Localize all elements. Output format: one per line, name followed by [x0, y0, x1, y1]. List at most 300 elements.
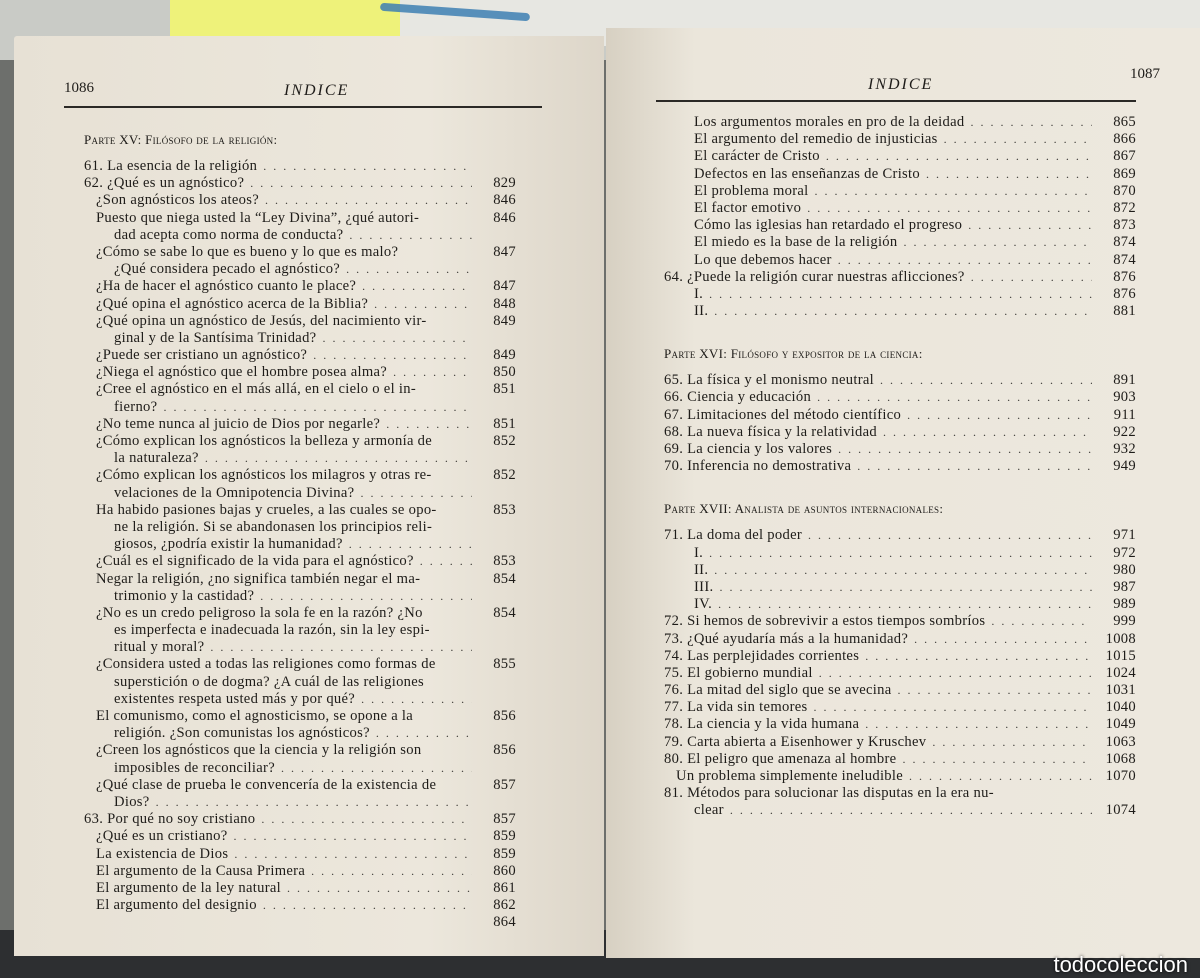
dot-leader — [234, 828, 472, 845]
dot-leader — [907, 407, 1092, 424]
toc-entry-page: 980 — [1113, 561, 1136, 578]
toc-entry-title: II. — [694, 303, 709, 320]
watermark: todocoleccion — [1053, 952, 1188, 977]
toc-entry-page: 846 — [493, 192, 516, 209]
toc-entry — [84, 725, 516, 742]
toc-entry — [84, 846, 516, 863]
left-page — [14, 36, 604, 956]
toc-entry-title: ¿Qué opina el agnóstico acerca de la Biblia? — [96, 295, 369, 312]
toc-entry — [84, 794, 516, 811]
dot-leader — [263, 158, 472, 175]
toc-entry — [664, 527, 1136, 544]
toc-entry — [664, 734, 1136, 751]
toc-entry-page: 1074 — [1105, 802, 1136, 819]
dot-leader — [826, 148, 1092, 165]
toc-entry — [84, 485, 516, 502]
toc-entry-page: 1040 — [1105, 699, 1136, 716]
sticky-note — [170, 0, 400, 40]
toc-entry-title: ¿Considera usted a todas las religiones como formas de — [96, 656, 436, 673]
toc-entry — [664, 200, 1136, 217]
toc-entry — [664, 751, 1136, 768]
toc-entry-page: 932 — [1113, 441, 1136, 457]
toc-entry-page: 859 — [493, 828, 516, 845]
toc-entry-page: 881 — [1113, 303, 1136, 320]
toc-entry-page: 853 — [493, 553, 516, 570]
toc-entry — [84, 863, 516, 880]
section-heading-xvi: Parte XVI: Filósofo y expositor de la ciencia: — [664, 346, 923, 362]
right-header-rule — [656, 100, 1136, 102]
toc-entry-page: 1015 — [1105, 647, 1136, 664]
toc-entry-title: 61. La esencia de la religión — [84, 158, 258, 174]
right-page — [606, 28, 1200, 958]
toc-entry — [84, 777, 516, 794]
toc-entry-page: 851 — [493, 381, 516, 398]
toc-entry-title: imposibles de reconciliar? — [114, 759, 275, 776]
toc-entry — [84, 760, 516, 777]
dot-leader — [281, 760, 472, 777]
toc-entry-title: El comunismo, como el agnosticismo, se opone a la — [96, 708, 414, 724]
toc-entry-page: 850 — [493, 364, 516, 381]
toc-entry-page: 867 — [1113, 148, 1136, 165]
toc-entry-title: la naturaleza? — [114, 450, 199, 467]
dot-leader — [902, 751, 1092, 768]
dot-leader — [909, 768, 1092, 785]
toc-entry-page: 874 — [1113, 234, 1136, 251]
dot-leader — [971, 269, 1092, 286]
toc-entry — [84, 656, 516, 673]
toc-entry-title: velaciones de la Omnipotencia Divina? — [114, 484, 355, 501]
toc-entry-page: 865 — [1113, 114, 1136, 130]
toc-entry-title: Ha habido pasiones bajas y crueles, a las cuales se opo- — [96, 501, 437, 518]
toc-entry — [664, 441, 1136, 458]
toc-entry-page: 873 — [1113, 217, 1136, 234]
dot-leader — [349, 227, 472, 244]
dot-leader — [898, 682, 1092, 699]
toc-entry-page: 1008 — [1105, 630, 1136, 647]
toc-entry — [84, 708, 516, 725]
toc-entry-page: 876 — [1113, 285, 1136, 302]
toc-entry-title: ¿Cómo se sabe lo que es bueno y lo que es malo? — [96, 243, 399, 260]
toc-entry-page: 1063 — [1105, 733, 1136, 750]
toc-entry — [84, 433, 516, 450]
toc-entry-title: ¿Cree el agnóstico en el más allá, en el cielo o el in- — [96, 381, 417, 398]
toc-entry — [664, 234, 1136, 251]
dot-leader — [838, 252, 1092, 269]
dot-leader — [210, 639, 472, 656]
dot-leader — [205, 450, 472, 467]
toc-entry — [84, 639, 516, 656]
toc-entry-page: 857 — [493, 776, 516, 793]
toc-entry-title: ritual y moral? — [114, 639, 205, 656]
toc-entry — [664, 458, 1136, 475]
toc-entry-title: El argumento del designio — [96, 897, 257, 914]
dot-leader — [311, 863, 472, 880]
toc-entry-page: 854 — [493, 570, 516, 587]
toc-entry-title: clear — [694, 802, 724, 819]
dot-leader — [263, 897, 472, 914]
toc-entry-title: 76. La mitad del siglo que se avecina — [664, 682, 892, 699]
toc-entry — [664, 665, 1136, 682]
dot-leader — [709, 545, 1092, 562]
toc-entry-title: El argumento de la ley natural — [96, 879, 282, 896]
dot-leader — [991, 613, 1092, 630]
toc-entry — [664, 389, 1136, 406]
dot-leader — [944, 131, 1092, 148]
dot-leader — [719, 579, 1092, 596]
toc-entry-page: 849 — [493, 312, 516, 329]
toc-entry — [84, 210, 516, 227]
toc-entry-title: III. — [694, 578, 714, 595]
right-toc — [664, 114, 1136, 820]
dot-leader — [926, 166, 1092, 183]
toc-entry-page: 922 — [1113, 423, 1136, 440]
dot-leader — [813, 699, 1092, 716]
dot-leader — [714, 303, 1092, 320]
toc-entry — [84, 347, 516, 364]
dot-leader — [807, 200, 1092, 217]
toc-entry — [664, 648, 1136, 665]
dot-leader — [360, 485, 472, 502]
toc-entry-title: 77. La vida sin temores — [664, 699, 808, 716]
toc-entry-title: II. — [694, 561, 709, 578]
toc-entry-page: 853 — [493, 501, 516, 518]
toc-entry-title: religión. ¿Son comunistas los agnósticos? — [114, 725, 370, 742]
toc-entry — [664, 613, 1136, 630]
dot-leader — [156, 794, 472, 811]
dot-leader — [709, 286, 1092, 303]
dot-leader — [865, 716, 1092, 733]
dot-leader — [374, 296, 472, 313]
toc-entry-title: 73. ¿Qué ayudaría más a la humanidad? — [664, 630, 909, 647]
toc-entry-title: 66. Ciencia y educación — [664, 389, 812, 406]
dot-leader — [838, 441, 1092, 458]
toc-entry-page: 864 — [493, 914, 516, 931]
toc-entry-page: 1068 — [1105, 750, 1136, 767]
toc-entry — [84, 313, 516, 330]
toc-entry-page: 851 — [493, 415, 516, 432]
toc-entry-page: 1049 — [1105, 716, 1136, 733]
toc-entry-title: 79. Carta abierta a Eisenhower y Kruschev — [664, 733, 927, 750]
section-heading-xv: Parte XV: Filósofo de la religión: — [84, 132, 278, 147]
toc-entry — [84, 691, 516, 708]
toc-entry — [664, 785, 1136, 802]
toc-entry — [664, 579, 1136, 596]
toc-entry-title: 62. ¿Qué es un agnóstico? — [84, 175, 245, 192]
toc-entry-page: 846 — [493, 209, 516, 226]
dot-leader — [250, 175, 472, 192]
toc-entry-title: El miedo es la base de la religión — [694, 234, 898, 251]
toc-entry — [84, 158, 516, 175]
dot-leader — [362, 278, 472, 295]
toc-entry — [84, 571, 516, 588]
dot-leader — [361, 691, 472, 708]
toc-entry — [664, 131, 1136, 148]
toc-entry — [664, 768, 1136, 785]
toc-entry-page: 876 — [1113, 268, 1136, 285]
toc-entry — [84, 622, 516, 639]
dot-leader — [817, 389, 1092, 406]
toc-entry-page: 1024 — [1105, 664, 1136, 681]
toc-entry — [664, 252, 1136, 269]
dot-leader — [346, 261, 472, 278]
dot-leader — [883, 424, 1092, 441]
toc-entry-page: 848 — [493, 295, 516, 312]
toc-entry-title: Puesto que niega usted la “Ley Divina”, ¿qué autori- — [96, 209, 420, 226]
toc-entry-page: 856 — [493, 742, 516, 759]
toc-entry-title: Negar la religión, ¿no significa también negar el ma- — [96, 570, 421, 587]
toc-entry-title: ¿Cómo explican los agnósticos la belleza y armonía de — [96, 433, 433, 449]
toc-entry-title: 65. La física y el monismo neutral — [664, 372, 875, 389]
toc-entry — [84, 467, 516, 484]
toc-entry-title: ¿Niega el agnóstico que el hombre posea alma? — [96, 364, 388, 381]
toc-entry-title: fierno? — [114, 398, 158, 415]
toc-entry-page: 987 — [1113, 578, 1136, 595]
toc-entry-title: 71. La doma del poder — [664, 527, 803, 544]
toc-entry-title: 70. Inferencia no demostrativa — [664, 458, 852, 475]
section-heading-xvii: Parte XVII: Analista de asuntos internacionales: — [664, 501, 944, 517]
toc-entry-title: I. — [694, 544, 704, 561]
toc-entry-page: 971 — [1113, 527, 1136, 544]
toc-entry-page: 1031 — [1105, 682, 1136, 699]
left-page-title: INDICE — [284, 82, 350, 99]
toc-entry — [664, 424, 1136, 441]
toc-entry-title: ¿Puede ser cristiano un agnóstico? — [96, 347, 308, 364]
toc-entry-title: Defectos en las enseñanzas de Cristo — [694, 165, 920, 182]
toc-entry — [664, 269, 1136, 286]
toc-entry-title: ¿Cómo explican los agnósticos los milagros y otras re- — [96, 467, 432, 484]
dot-leader — [865, 648, 1092, 665]
toc-entry — [84, 588, 516, 605]
toc-entry-title: ¿Qué considera pecado el agnóstico? — [114, 261, 341, 278]
right-page-title: INDICE — [868, 76, 934, 93]
toc-entry-title: 63. Por qué no soy cristiano — [84, 811, 256, 828]
toc-entry-page: 852 — [493, 433, 516, 449]
toc-entry-page: 911 — [1113, 406, 1136, 423]
toc-entry — [84, 175, 516, 192]
dot-leader — [914, 631, 1092, 648]
toc-entry — [664, 802, 1136, 819]
toc-entry-title: El argumento de la Causa Primera — [96, 862, 306, 879]
toc-entry-title: 64. ¿Puede la religión curar nuestras aflicciones? — [664, 268, 965, 285]
toc-entry-title: existentes respeta usted más y por qué? — [114, 690, 356, 707]
toc-entry-title: ne la religión. Si se abandonasen los principios reli- — [114, 518, 433, 535]
toc-entry — [664, 407, 1136, 424]
toc-entry-page: 847 — [493, 243, 516, 260]
toc-entry — [84, 742, 516, 759]
toc-entry — [664, 631, 1136, 648]
section-xvii-list — [664, 527, 1136, 819]
toc-entry — [84, 880, 516, 897]
toc-entry-page: 866 — [1113, 131, 1136, 148]
toc-entry — [664, 562, 1136, 579]
toc-entry-title: 75. El gobierno mundial — [664, 664, 813, 681]
toc-entry — [84, 828, 516, 845]
toc-entry-page: 854 — [493, 604, 516, 621]
toc-entry-page: 972 — [1113, 544, 1136, 561]
toc-entry — [664, 148, 1136, 165]
toc-entry — [664, 682, 1136, 699]
toc-entry — [84, 381, 516, 398]
toc-entry-title: 80. El peligro que amenaza al hombre — [664, 750, 897, 767]
toc-entry-title: ¿No es un credo peligroso la sola fe en la razón? ¿No — [96, 604, 423, 621]
toc-entry-title: 81. Métodos para solucionar las disputas en la era nu- — [664, 785, 994, 802]
toc-entry-title: dad acepta como norma de conducta? — [114, 226, 344, 243]
dot-leader — [808, 527, 1092, 544]
toc-entry-page: 989 — [1113, 596, 1136, 613]
toc-entry-title: 67. Limitaciones del método científico — [664, 406, 902, 423]
toc-entry-page: 860 — [493, 862, 516, 879]
toc-entry — [84, 364, 516, 381]
toc-entry — [664, 303, 1136, 320]
left-page-number: 1086 — [64, 80, 94, 96]
toc-entry — [664, 217, 1136, 234]
toc-entry-title: Cómo las iglesias han retardado el progreso — [694, 217, 963, 234]
toc-entry-title: El problema moral — [694, 182, 809, 199]
dot-leader — [714, 562, 1092, 579]
toc-entry — [84, 519, 516, 536]
toc-entry — [664, 166, 1136, 183]
toc-entry-title: Dios? — [114, 793, 150, 810]
toc-entry — [84, 227, 516, 244]
dot-leader — [260, 588, 472, 605]
toc-entry-title: Un problema simplemente ineludible — [676, 768, 904, 784]
right-page-number: 1087 — [1130, 66, 1160, 82]
toc-entry — [84, 553, 516, 570]
dot-leader — [313, 347, 472, 364]
toc-entry-page: 874 — [1113, 251, 1136, 268]
left-toc — [84, 132, 516, 931]
toc-entry-page: 859 — [493, 845, 516, 862]
left-entry-list — [84, 158, 516, 931]
toc-entry-page: 862 — [493, 897, 516, 914]
toc-entry-page: 849 — [493, 347, 516, 364]
dot-leader — [393, 364, 472, 381]
dot-leader — [880, 372, 1092, 389]
toc-entry-title: ¿Qué opina un agnóstico de Jesús, del nacimiento vir- — [96, 312, 427, 329]
toc-entry-title: La existencia de Dios — [96, 845, 229, 862]
toc-entry-title: Lo que debemos hacer — [694, 251, 832, 268]
toc-entry-title: ¿Ha de hacer el agnóstico cuanto le place? — [96, 278, 357, 295]
toc-entry-title: I. — [694, 285, 704, 302]
toc-entry-page: 852 — [493, 467, 516, 484]
toc-entry — [84, 897, 516, 914]
toc-entry-title: superstición o de dogma? ¿A cuál de las religiones — [114, 673, 425, 690]
toc-entry-page: 872 — [1113, 199, 1136, 216]
toc-entry — [84, 192, 516, 209]
left-header-rule — [64, 106, 542, 108]
toc-entry-title: ¿No teme nunca al juicio de Dios por negarle? — [96, 415, 381, 432]
dot-leader — [261, 811, 472, 828]
dot-leader — [819, 665, 1092, 682]
toc-entry-title: El carácter de Cristo — [694, 148, 820, 165]
toc-entry-page: 891 — [1113, 372, 1136, 389]
right-intro-list — [664, 114, 1136, 320]
dot-leader — [163, 399, 472, 416]
dot-leader — [376, 725, 472, 742]
dot-leader — [322, 330, 472, 347]
dot-leader — [420, 553, 472, 570]
dot-leader — [815, 183, 1092, 200]
section-xvi-list — [664, 372, 1136, 475]
toc-entry — [664, 372, 1136, 389]
toc-entry — [84, 296, 516, 313]
toc-entry-title: es imperfecta e inadecuada la razón, sin la ley espi- — [114, 622, 430, 639]
toc-entry-title: ¿Qué es un cristiano? — [96, 828, 228, 845]
toc-entry — [664, 183, 1136, 200]
toc-entry-page: 847 — [493, 278, 516, 295]
toc-entry-page: 857 — [493, 811, 516, 828]
toc-entry-title: 68. La nueva física y la relatividad — [664, 423, 878, 440]
toc-entry — [84, 244, 516, 261]
toc-entry-page: 949 — [1113, 458, 1136, 475]
toc-entry-page: 870 — [1113, 182, 1136, 199]
toc-entry-page: 856 — [493, 708, 516, 724]
toc-entry — [84, 416, 516, 433]
toc-entry-title: 72. Si hemos de sobrevivir a estos tiempos sombríos — [664, 613, 986, 630]
toc-entry-title: El argumento del remedio de injusticias — [694, 131, 938, 148]
dot-leader — [718, 596, 1092, 613]
toc-entry-page: 1070 — [1105, 768, 1136, 784]
toc-entry-title: giosos, ¿podría existir la humanidad? — [114, 536, 343, 553]
toc-entry — [84, 399, 516, 416]
toc-entry-title: El factor emotivo — [694, 199, 802, 216]
toc-entry — [84, 605, 516, 622]
toc-entry-page: 903 — [1113, 389, 1136, 406]
toc-entry-title: 69. La ciencia y los valores — [664, 441, 833, 457]
toc-entry-page: 999 — [1113, 613, 1136, 630]
toc-entry — [84, 674, 516, 691]
dot-leader — [386, 416, 472, 433]
toc-entry-title: ¿Cuál es el significado de la vida para el agnóstico? — [96, 553, 414, 570]
toc-entry — [84, 914, 516, 931]
toc-entry-title: 74. Las perplejidades corrientes — [664, 647, 860, 664]
dot-leader — [904, 234, 1092, 251]
dot-leader — [968, 217, 1092, 234]
toc-entry — [664, 114, 1136, 131]
toc-entry — [664, 699, 1136, 716]
toc-entry — [84, 330, 516, 347]
dot-leader — [857, 458, 1092, 475]
dot-leader — [234, 846, 472, 863]
toc-entry — [84, 450, 516, 467]
toc-entry-title: ¿Creen los agnósticos que la ciencia y la religión son — [96, 742, 422, 759]
toc-entry — [84, 278, 516, 295]
dot-leader — [970, 114, 1092, 131]
dot-leader — [932, 734, 1092, 751]
toc-entry-page: 861 — [493, 879, 516, 896]
toc-entry-page: 855 — [493, 656, 516, 673]
dot-leader — [730, 802, 1092, 819]
toc-entry-title: ¿Qué clase de prueba le convencería de la existencia de — [96, 776, 437, 793]
dot-leader — [265, 192, 472, 209]
toc-entry-page: 829 — [493, 175, 516, 192]
toc-entry — [84, 811, 516, 828]
toc-entry-page: 869 — [1113, 165, 1136, 182]
toc-entry — [664, 286, 1136, 303]
toc-entry-title: IV. — [694, 596, 713, 613]
dot-leader — [349, 536, 472, 553]
toc-entry-title: ¿Son agnósticos los ateos? — [96, 192, 260, 209]
toc-entry — [664, 545, 1136, 562]
toc-entry-title: 78. La ciencia y la vida humana — [664, 716, 860, 733]
toc-entry — [664, 716, 1136, 733]
toc-entry — [84, 502, 516, 519]
toc-entry-title: ginal y de la Santísima Trinidad? — [114, 329, 317, 346]
toc-entry — [84, 536, 516, 553]
toc-entry-title: trimonio y la castidad? — [114, 587, 255, 604]
toc-entry — [664, 596, 1136, 613]
toc-entry — [84, 261, 516, 278]
